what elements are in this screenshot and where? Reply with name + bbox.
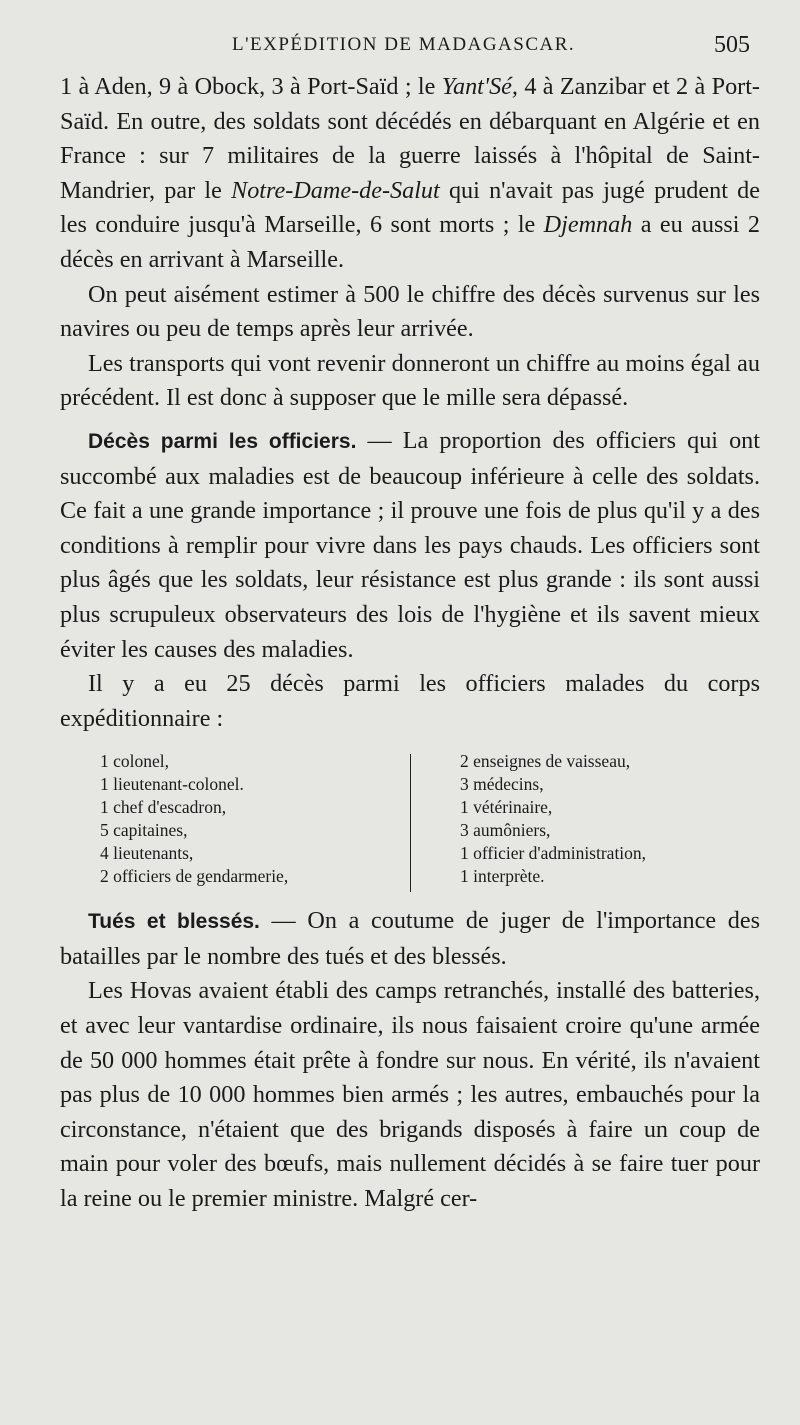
officers-text: — La proportion des officiers qui ont succombé aux maladies est de beaucoup inférieure à celle des soldats. Ce fait a une grande importance ; il prouve une fois de plus qu'il y a des conditions à remplir pour vivre dans les pays chauds. Les officiers sont plus âgés que les soldats, leur résistance est plus grande : ils sont aussi plus scrupuleux observateurs des lois de l'hygiène et ils savent mieux éviter les causes des maladies. bbox=[60, 426, 760, 663]
list-item: 1 vétérinaire, bbox=[460, 797, 553, 818]
paragraph-1 bbox=[60, 70, 760, 278]
p1-text-b: 4 à Zanzibar et 2 à Port-Saïd. En outre, des soldats sont décédés en débarquant en Algérie et en France : sur 7 militaires de la guerre laissés à l'hôpital de Saint-Mandrier, par le bbox=[60, 73, 760, 204]
paragraph-3: Les transports qui vont revenir donneront un chiffre au moins égal au précédent. Il est donc à supposer que le mille sera dépassé. bbox=[60, 349, 760, 412]
officer-list-right bbox=[460, 750, 760, 888]
list-item: 1 lieutenant-colonel. bbox=[100, 774, 244, 795]
body-text bbox=[60, 70, 760, 1217]
list-item: 2 enseignes de vaisseau, bbox=[460, 751, 631, 772]
p1-text-a: 1 à Aden, 9 à Obock, 3 à Port-Saïd ; le bbox=[60, 73, 442, 100]
list-item: 1 colonel, bbox=[100, 751, 170, 772]
page-header bbox=[0, 28, 800, 68]
list-item: 3 médecins, bbox=[460, 774, 544, 795]
officer-list bbox=[60, 750, 760, 890]
ship-name-djemnah: Djemnah bbox=[543, 211, 633, 239]
p1-text-c: qui n'avait pas jugé prudent de les conduire jusqu'à Marseille, 6 sont morts ; le bbox=[60, 176, 760, 239]
page-number: 505 bbox=[714, 32, 750, 58]
list-item: 1 chef d'escadron, bbox=[100, 797, 227, 818]
paragraph-2: On peut aisément estimer à 500 le chiffre des décès survenus sur les navires ou peu de temps après leur arrivée. bbox=[60, 280, 760, 343]
paragraph-5: Il y a eu 25 décès parmi les officiers malades du corps expéditionnaire : bbox=[60, 670, 760, 732]
list-item: 5 capitaines, bbox=[100, 820, 188, 841]
officer-list-left bbox=[100, 750, 440, 888]
list-item: 1 interprète. bbox=[460, 866, 545, 887]
section-heading-killed-wounded: Tués et blessés. bbox=[88, 910, 260, 934]
running-title: L'EXPÉDITION DE MADAGASCAR. bbox=[232, 34, 576, 55]
paragraph-officers bbox=[60, 424, 760, 667]
list-item: 4 lieutenants, bbox=[100, 843, 194, 864]
paragraph-7: Les Hovas avaient établi des camps retranchés, installé des batteries, et avec leur vantardise ordinaire, ils nous faisaient croire qu'une armée de 50 000 hommes était prête à fondre sur nous. En vérité, ils n'avaient pas plus de 10 000 hommes bien armés ; les autres, embauchés pour la circonstance, n'étaient que des brigands disposés à faire un coup de main pour voler des bœufs, mais nullement décidés à se faire tuer pour la reine ou le premier ministre. Malgré cer- bbox=[60, 977, 760, 1213]
ship-name-yantse: Yant'Sé, bbox=[441, 73, 518, 100]
paragraph-killed-wounded bbox=[60, 904, 760, 974]
list-item: 3 aumôniers, bbox=[460, 820, 551, 841]
list-item: 1 officier d'administration, bbox=[460, 843, 647, 864]
p1-text-d: a eu aussi 2 décès en arrivant à Marseille. bbox=[60, 211, 760, 273]
list-item: 2 officiers de gendarmerie, bbox=[100, 866, 289, 887]
killed-wounded-text: — On a coutume de juger de l'importance des batailles par le nombre des tués et des blessés. bbox=[60, 907, 760, 970]
ship-name-notre-dame: Notre-Dame-de-Salut bbox=[231, 176, 440, 204]
list-divider bbox=[410, 754, 411, 892]
section-heading-officers: Décès parmi les officiers. bbox=[88, 429, 357, 453]
